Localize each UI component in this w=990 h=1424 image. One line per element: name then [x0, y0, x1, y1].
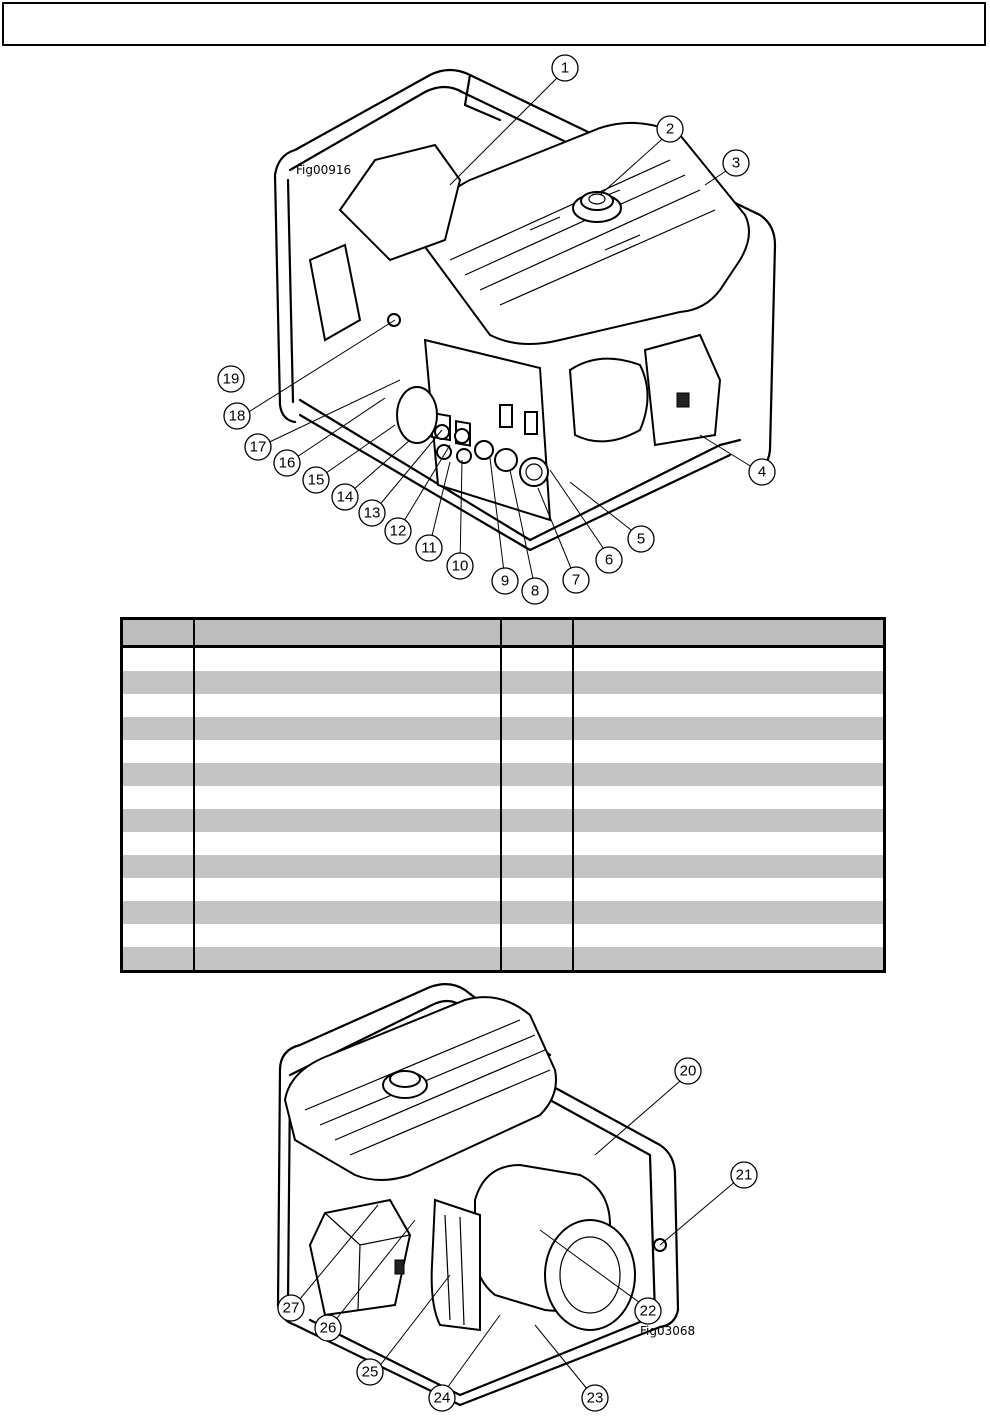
table-cell	[194, 832, 501, 855]
table-cell	[194, 717, 501, 740]
table-cell	[122, 901, 195, 924]
table-cell	[573, 694, 885, 717]
callout-number: 24	[433, 1389, 451, 1407]
table-cell	[194, 924, 501, 947]
table-cell	[194, 809, 501, 832]
table-cell	[501, 786, 573, 809]
table-cell	[122, 671, 195, 694]
table-row	[122, 901, 885, 924]
table-cell	[122, 855, 195, 878]
table-row	[122, 740, 885, 763]
header-cell	[501, 619, 573, 647]
table-cell	[194, 647, 501, 672]
figure-label-top: Fig00916	[296, 163, 352, 177]
table-cell	[501, 740, 573, 763]
callout-number: 14	[336, 488, 354, 506]
table-cell	[501, 717, 573, 740]
callout-number: 22	[639, 1302, 657, 1320]
table-cell	[501, 832, 573, 855]
callout-number: 6	[604, 551, 614, 569]
table-cell	[573, 947, 885, 972]
table-cell	[573, 647, 885, 672]
table-cell	[194, 878, 501, 901]
header-cell	[122, 619, 195, 647]
table-row	[122, 786, 885, 809]
callout-number: 27	[282, 1299, 300, 1317]
table-header-row	[122, 619, 885, 647]
callout-number: 26	[319, 1319, 337, 1337]
table-row	[122, 809, 885, 832]
table-cell	[501, 694, 573, 717]
callout-number: 10	[451, 557, 469, 575]
table-cell	[501, 763, 573, 786]
callout-number: 11	[421, 539, 437, 557]
callout-number: 9	[500, 572, 510, 590]
table-cell	[573, 855, 885, 878]
callout-number: 3	[731, 154, 741, 172]
table-cell	[573, 786, 885, 809]
table-row	[122, 878, 885, 901]
callout-number: 20	[679, 1062, 697, 1080]
table-cell	[122, 717, 195, 740]
table-cell	[501, 947, 573, 972]
table-cell	[122, 694, 195, 717]
callout-number: 8	[530, 582, 540, 600]
parts-table	[120, 617, 886, 973]
callout-number: 25	[361, 1363, 379, 1381]
callout-number: 21	[735, 1166, 753, 1184]
table-row	[122, 717, 885, 740]
table-cell	[573, 878, 885, 901]
callout-number: 2	[665, 120, 675, 138]
table-cell	[194, 671, 501, 694]
table-cell	[194, 901, 501, 924]
table-cell	[194, 740, 501, 763]
table-cell	[573, 717, 885, 740]
table-row	[122, 924, 885, 947]
table-row	[122, 855, 885, 878]
table-cell	[194, 694, 501, 717]
table-cell	[573, 901, 885, 924]
callout-number: 17	[249, 438, 267, 456]
table-cell	[501, 901, 573, 924]
table-cell	[573, 809, 885, 832]
table-row	[122, 694, 885, 717]
table-cell	[194, 947, 501, 972]
callout-number: 5	[636, 530, 646, 548]
table-row	[122, 647, 885, 672]
callout-number: 16	[278, 454, 296, 472]
table-cell	[122, 647, 195, 672]
table-cell	[501, 878, 573, 901]
table-cell	[122, 809, 195, 832]
callout-number: 12	[389, 522, 407, 540]
header-box	[2, 2, 986, 46]
table-cell	[122, 878, 195, 901]
table-cell	[501, 924, 573, 947]
table-cell	[122, 740, 195, 763]
table-row	[122, 671, 885, 694]
figure-label-bottom: Fig03068	[640, 1324, 696, 1338]
table-cell	[122, 786, 195, 809]
table-row	[122, 947, 885, 972]
figure-generator-rear	[250, 975, 753, 1420]
table-cell	[501, 809, 573, 832]
table-cell	[573, 740, 885, 763]
table-cell	[501, 647, 573, 672]
table-cell	[122, 832, 195, 855]
header-cell	[194, 619, 501, 647]
table-row	[122, 832, 885, 855]
table-cell	[501, 855, 573, 878]
header-cell	[573, 619, 885, 647]
callout-number: 15	[307, 471, 325, 489]
table-cell	[194, 763, 501, 786]
table-cell	[122, 924, 195, 947]
callout-number: 13	[363, 504, 381, 522]
figure-generator-front	[200, 50, 800, 610]
callout-number: 18	[228, 407, 246, 425]
callout-number: 7	[571, 571, 581, 589]
callout-number: 23	[586, 1389, 604, 1407]
callout-number: 1	[560, 59, 570, 77]
table-cell	[501, 671, 573, 694]
callout-number: 19	[222, 370, 240, 388]
table-cell	[573, 924, 885, 947]
table-cell	[573, 832, 885, 855]
table-cell	[194, 855, 501, 878]
table-cell	[194, 786, 501, 809]
table-row	[122, 763, 885, 786]
table-cell	[122, 763, 195, 786]
callout-number: 4	[757, 463, 767, 481]
table-cell	[573, 763, 885, 786]
table-cell	[573, 671, 885, 694]
table-cell	[122, 947, 195, 972]
